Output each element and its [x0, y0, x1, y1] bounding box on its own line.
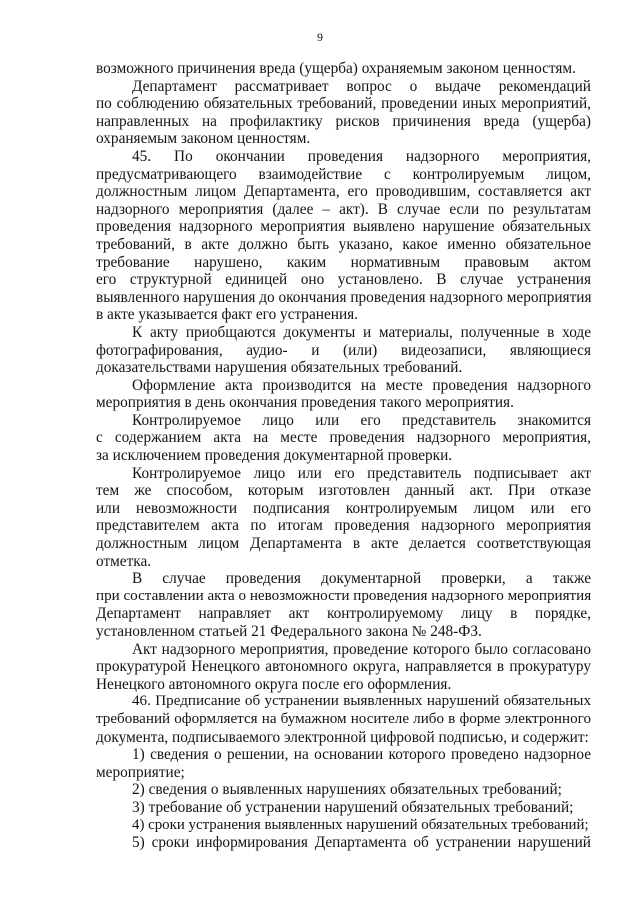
- text-line: Ненецкого автономного округа после его оформления.: [96, 675, 452, 693]
- text-line: документа, подписываемого электронной цифровой подписью, и содержит:: [96, 728, 589, 746]
- paragraph: [96, 465, 591, 571]
- text-line: по соблюдению обязательных требований, проведении иных мероприятий,: [96, 95, 591, 113]
- text-line: отметка.: [96, 552, 152, 570]
- paragraph: [96, 60, 591, 78]
- text-line: Департамент рассматривает вопрос о выдаче рекомендаций: [132, 77, 591, 95]
- text-line: 4) сроки устранения выявленных нарушений обязательных требований;: [132, 816, 589, 833]
- text-line: при составлении акта о невозможности проведения надзорного мероприятия: [96, 587, 592, 604]
- text-line: за исключением проведения документарной проверки.: [96, 447, 453, 465]
- text-line: мероприятие;: [96, 763, 185, 781]
- paragraph: [96, 78, 591, 148]
- text-line: фотографирования, аудио- и (или) видеозаписи, являющиеся: [96, 341, 591, 359]
- text-line: установленном статьей 21 Федерального закона № 248-ФЗ.: [96, 623, 482, 640]
- document-body: [96, 60, 591, 852]
- paragraph: [96, 817, 591, 835]
- text-line: К акту приобщаются документы и материалы, полученные в ходе: [132, 323, 591, 341]
- text-line: Контролируемое лицо или его представитель знакомится: [132, 411, 591, 429]
- text-line: охраняемым законом ценностям.: [96, 130, 311, 148]
- text-line: требование нарушено, каким нормативным правовым актом: [96, 253, 591, 271]
- text-line: требований, в акте должно быть указано, какое именно обязательное: [96, 235, 591, 253]
- text-line: в акте указывается факт его устранения.: [96, 306, 358, 324]
- text-line: 1) сведения о решении, на основании которого проведено надзорное: [132, 746, 591, 764]
- text-line: 5) сроки информирования Департамента об устранении нарушений: [132, 834, 591, 852]
- text-line: выявленного нарушения до окончания проведения надзорного мероприятия: [96, 288, 592, 306]
- text-line: Оформление акта производится на месте проведения надзорного: [132, 376, 591, 394]
- text-line: должностным лицом Департамента в акте делается соответствующая: [96, 535, 591, 553]
- paragraph: [96, 377, 591, 412]
- text-line: 2) сведения о выявленных нарушениях обязательных требований;: [132, 781, 562, 799]
- paragraph: [96, 324, 591, 377]
- text-line: 45. По окончании проведения надзорного мероприятия,: [132, 147, 591, 165]
- page-number: 9: [317, 30, 323, 44]
- text-line: требований оформляется на бумажном носителе либо в форме электронного: [96, 710, 591, 727]
- text-line: доказательствами нарушения обязательных требований.: [96, 359, 463, 377]
- text-line: Акт надзорного мероприятия, проведение которого было согласовано: [132, 640, 591, 658]
- text-line: Контролируемое лицо или его представитель подписывает акт: [132, 464, 591, 482]
- paragraph: [96, 148, 591, 324]
- paragraph: [96, 799, 591, 817]
- paragraph: [96, 781, 591, 799]
- text-line: направленных на профилактику рисков причинения вреда (ущерба): [96, 112, 591, 130]
- paragraph: [96, 746, 591, 781]
- paragraph: [96, 693, 591, 746]
- text-line: В случае проведения документарной проверки, а также: [132, 570, 591, 588]
- text-line: мероприятия в день окончания проведения такого мероприятия.: [96, 394, 514, 412]
- text-line: тем же способом, которым изготовлен данный акт. При отказе: [96, 482, 591, 500]
- text-line: представителем акта по итогам проведения надзорного мероприятия: [96, 517, 591, 535]
- text-line: надзорного мероприятия (далее – акт). В случае если по результатам: [96, 200, 591, 218]
- text-line: 46. Предписание об устранении выявленных нарушений обязательных: [132, 693, 591, 710]
- paragraph: [96, 570, 591, 640]
- text-line: должностным лицом Департамента, его проводившим, составляется акт: [96, 183, 591, 201]
- paragraph: [96, 412, 591, 465]
- text-line: прокуратурой Ненецкого автономного округа, направляется в прокуратуру: [96, 658, 591, 676]
- text-line: Департамент направляет акт контролируемому лицу в порядке,: [96, 605, 591, 623]
- text-line: с содержанием акта на месте проведения надзорного мероприятия,: [96, 429, 591, 447]
- paragraph: [96, 641, 591, 694]
- text-line: или невозможности подписания контролируемым лицом или его: [96, 499, 591, 517]
- text-line: его структурной единицей оно установлено. В случае устранения: [96, 271, 591, 289]
- paragraph: [96, 834, 591, 852]
- text-line: предусматривающего взаимодействие с контролируемым лицом,: [96, 165, 591, 183]
- text-line: возможного причинения вреда (ущерба) охраняемым законом ценностям.: [96, 60, 576, 77]
- text-line: 3) требование об устранении нарушений обязательных требований;: [132, 798, 574, 816]
- text-line: проведения надзорного мероприятия выявлено нарушение обязательных: [96, 218, 591, 236]
